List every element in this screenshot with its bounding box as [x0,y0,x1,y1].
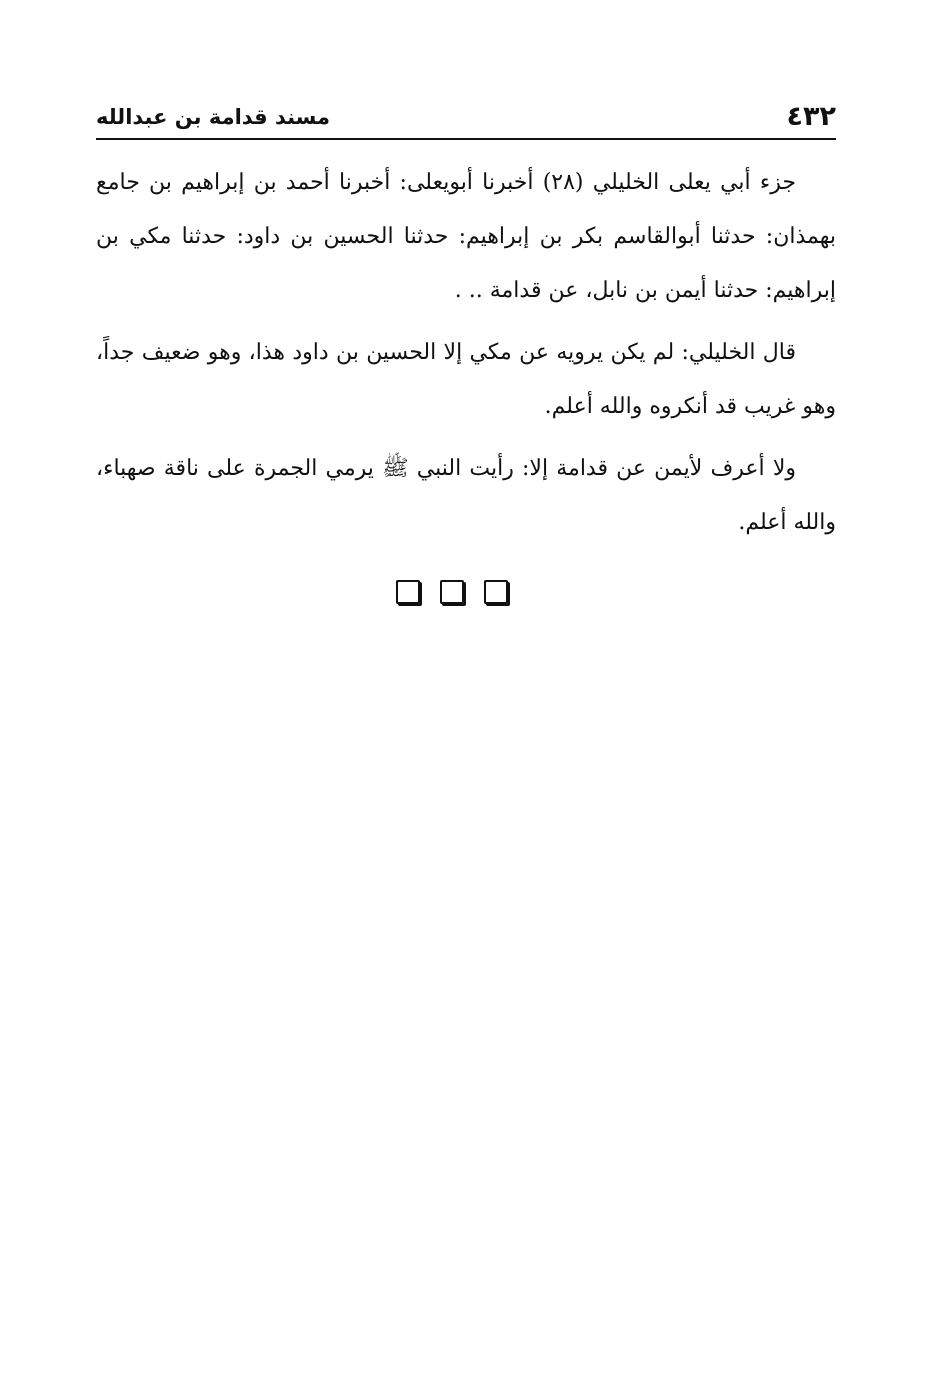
section-end-ornament [396,580,508,604]
paragraph-khalili-comment: قال الخليلي: لم يكن يرويه عن مكي إلا الحسين بن داود هذا، وهو ضعيف جداً، وهو غريب قد أنكروه والله أعلم. [96,340,836,419]
document-page [96,98,836,558]
paragraph-author-note: ولا أعرف لأيمن عن قدامة إلا: رأيت النبي ﷺ يرمي الجمرة على ناقة صهباء، والله أعلم. [96,456,836,535]
page-number: ٤٣٢ [786,101,836,132]
square-ornament-icon [484,580,508,604]
square-ornament-icon [440,580,464,604]
running-head [96,98,836,140]
paragraph-hadith-chain: جزء أبي يعلى الخليلي (٢٨) أخبرنا أبويعلى: أخبرنا أحمد بن إبراهيم بن جامع بهمذان: حدثنا أبوالقاسم بكر بن إبراهيم: حدثنا الحسين بن داود: حدثنا مكي بن إبراهيم: حدثنا أيمن بن نابل، عن قدامة .. . [96,170,836,303]
book-title: مسند قدامة بن عبدالله [96,105,331,129]
square-ornament-icon [396,580,420,604]
body-text [96,156,836,550]
